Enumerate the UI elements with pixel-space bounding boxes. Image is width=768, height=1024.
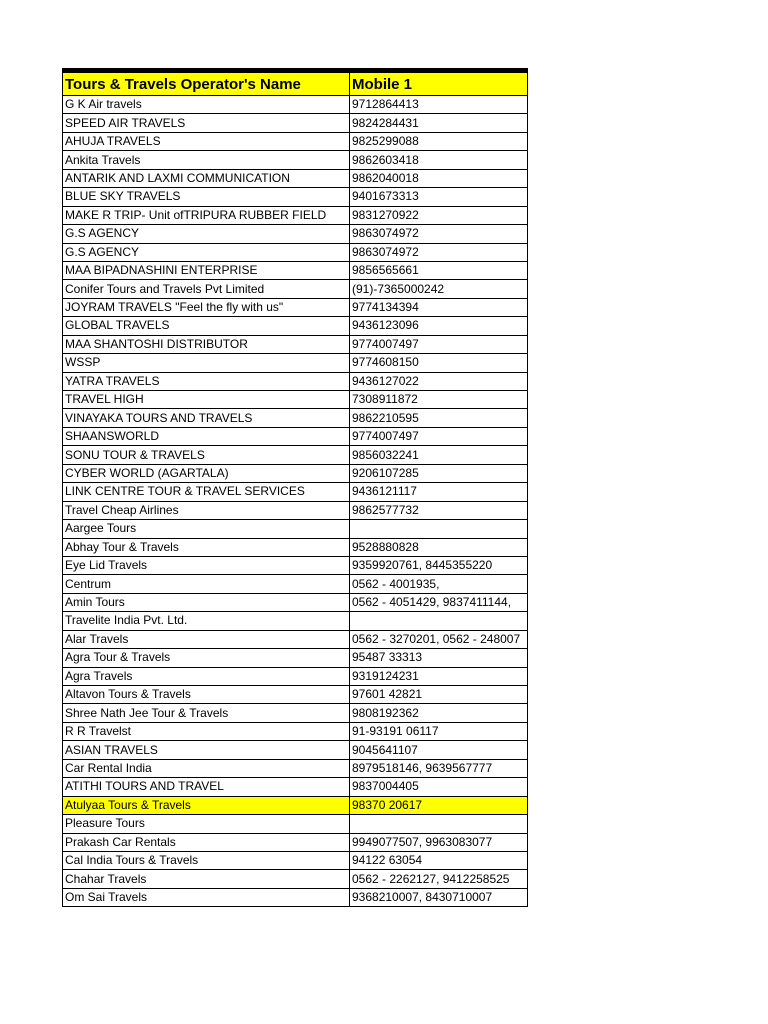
mobile-cell: 9856565661 xyxy=(350,261,528,279)
operator-name-cell: G.S AGENCY xyxy=(63,243,350,261)
operator-name-cell: MAA BIPADNASHINI ENTERPRISE xyxy=(63,261,350,279)
header-mobile: Mobile 1 xyxy=(350,71,528,96)
table-row xyxy=(63,464,528,482)
table-row xyxy=(63,722,528,740)
table-row xyxy=(63,243,528,261)
mobile-cell: 9808192362 xyxy=(350,704,528,722)
table-row xyxy=(63,888,528,906)
mobile-cell: 9825299088 xyxy=(350,132,528,150)
operator-name-cell: Cal India Tours & Travels xyxy=(63,851,350,869)
operator-name-cell: TRAVEL HIGH xyxy=(63,391,350,409)
table-body xyxy=(63,96,528,907)
operator-name-cell: Altavon Tours & Travels xyxy=(63,686,350,704)
table-row xyxy=(63,796,528,814)
operator-name-cell: R R Travelst xyxy=(63,722,350,740)
table-row xyxy=(63,354,528,372)
mobile-cell: 9862577732 xyxy=(350,501,528,519)
table-row xyxy=(63,151,528,169)
table-row xyxy=(63,372,528,390)
operator-name-cell: LINK CENTRE TOUR & TRAVEL SERVICES xyxy=(63,483,350,501)
operator-name-cell: YATRA TRAVELS xyxy=(63,372,350,390)
table-row xyxy=(63,778,528,796)
table-row xyxy=(63,538,528,556)
operator-name-cell: Agra Tour & Travels xyxy=(63,649,350,667)
table-row xyxy=(63,851,528,869)
mobile-cell: 9319124231 xyxy=(350,667,528,685)
table-row xyxy=(63,114,528,132)
operator-name-cell: VINAYAKA TOURS AND TRAVELS xyxy=(63,409,350,427)
operator-name-cell: CYBER WORLD (AGARTALA) xyxy=(63,464,350,482)
table-row xyxy=(63,556,528,574)
mobile-cell xyxy=(350,612,528,630)
mobile-cell: 7308911872 xyxy=(350,391,528,409)
operator-name-cell: Chahar Travels xyxy=(63,870,350,888)
mobile-cell: 9436121117 xyxy=(350,483,528,501)
mobile-cell: 9712864413 xyxy=(350,96,528,114)
mobile-cell: 8979518146, 9639567777 xyxy=(350,759,528,777)
mobile-cell: 95487 33313 xyxy=(350,649,528,667)
mobile-cell: 0562 - 4001935, xyxy=(350,575,528,593)
mobile-cell: 9824284431 xyxy=(350,114,528,132)
table-row xyxy=(63,206,528,224)
mobile-cell: 94122 63054 xyxy=(350,851,528,869)
mobile-cell: 97601 42821 xyxy=(350,686,528,704)
table-row xyxy=(63,409,528,427)
mobile-cell: 9862040018 xyxy=(350,169,528,187)
operator-name-cell: Travel Cheap Airlines xyxy=(63,501,350,519)
table-row xyxy=(63,833,528,851)
mobile-cell: 9837004405 xyxy=(350,778,528,796)
mobile-cell: 9774134394 xyxy=(350,298,528,316)
mobile-cell: 0562 - 3270201, 0562 - 248007 xyxy=(350,630,528,648)
operator-name-cell: G.S AGENCY xyxy=(63,225,350,243)
operator-name-cell: Agra Travels xyxy=(63,667,350,685)
table-row xyxy=(63,280,528,298)
mobile-cell xyxy=(350,520,528,538)
table-header xyxy=(63,71,528,96)
operator-name-cell: SHAANSWORLD xyxy=(63,427,350,445)
mobile-cell: 9401673313 xyxy=(350,188,528,206)
mobile-cell: (91)-7365000242 xyxy=(350,280,528,298)
mobile-cell xyxy=(350,815,528,833)
table-row xyxy=(63,759,528,777)
table-row xyxy=(63,225,528,243)
operator-name-cell: SONU TOUR & TRAVELS xyxy=(63,446,350,464)
table-row xyxy=(63,188,528,206)
operator-name-cell: MAA SHANTOSHI DISTRIBUTOR xyxy=(63,335,350,353)
mobile-cell: 9856032241 xyxy=(350,446,528,464)
mobile-cell: 0562 - 2262127, 9412258525 xyxy=(350,870,528,888)
operator-name-cell: ASIAN TRAVELS xyxy=(63,741,350,759)
table-row xyxy=(63,686,528,704)
mobile-cell: 9359920761, 8445355220 xyxy=(350,556,528,574)
mobile-cell: 9862210595 xyxy=(350,409,528,427)
operator-name-cell: Atulyaa Tours & Travels xyxy=(63,796,350,814)
table-row xyxy=(63,667,528,685)
operator-name-cell: Abhay Tour & Travels xyxy=(63,538,350,556)
mobile-cell: 9368210007, 8430710007 xyxy=(350,888,528,906)
table-row xyxy=(63,261,528,279)
mobile-cell: 9863074972 xyxy=(350,225,528,243)
table-row xyxy=(63,427,528,445)
operator-name-cell: GLOBAL TRAVELS xyxy=(63,317,350,335)
operators-table xyxy=(62,68,528,907)
table-row xyxy=(63,649,528,667)
mobile-cell: 9774608150 xyxy=(350,354,528,372)
operator-name-cell: Centrum xyxy=(63,575,350,593)
table-row xyxy=(63,630,528,648)
table-row xyxy=(63,96,528,114)
table-row xyxy=(63,483,528,501)
table-row xyxy=(63,298,528,316)
table-row xyxy=(63,870,528,888)
table-row xyxy=(63,704,528,722)
operator-name-cell: AHUJA TRAVELS xyxy=(63,132,350,150)
table-row xyxy=(63,612,528,630)
table-row xyxy=(63,132,528,150)
operator-name-cell: Pleasure Tours xyxy=(63,815,350,833)
header-operator-name: Tours & Travels Operator's Name xyxy=(63,71,350,96)
operator-name-cell: ATITHI TOURS AND TRAVEL xyxy=(63,778,350,796)
mobile-cell: 0562 - 4051429, 9837411144, xyxy=(350,593,528,611)
operator-name-cell: G K Air travels xyxy=(63,96,350,114)
mobile-cell: 91-93191 06117 xyxy=(350,722,528,740)
operator-name-cell: ANTARIK AND LAXMI COMMUNICATION xyxy=(63,169,350,187)
mobile-cell: 9528880828 xyxy=(350,538,528,556)
operator-name-cell: WSSP xyxy=(63,354,350,372)
mobile-cell: 98370 20617 xyxy=(350,796,528,814)
operator-name-cell: Aargee Tours xyxy=(63,520,350,538)
table-row xyxy=(63,317,528,335)
operator-name-cell: Ankita Travels xyxy=(63,151,350,169)
mobile-cell: 9949077507, 9963083077 xyxy=(350,833,528,851)
table-row xyxy=(63,575,528,593)
mobile-cell: 9045641107 xyxy=(350,741,528,759)
header-row xyxy=(63,71,528,96)
operator-name-cell: MAKE R TRIP- Unit ofTRIPURA RUBBER FIELD xyxy=(63,206,350,224)
mobile-cell: 9206107285 xyxy=(350,464,528,482)
mobile-cell: 9863074972 xyxy=(350,243,528,261)
mobile-cell: 9831270922 xyxy=(350,206,528,224)
table-row xyxy=(63,741,528,759)
table-row xyxy=(63,593,528,611)
operator-name-cell: Alar Travels xyxy=(63,630,350,648)
operator-name-cell: Amin Tours xyxy=(63,593,350,611)
mobile-cell: 9774007497 xyxy=(350,427,528,445)
table-row xyxy=(63,815,528,833)
table-row xyxy=(63,391,528,409)
operator-name-cell: Om Sai Travels xyxy=(63,888,350,906)
operator-name-cell: SPEED AIR TRAVELS xyxy=(63,114,350,132)
operator-name-cell: Travelite India Pvt. Ltd. xyxy=(63,612,350,630)
operator-name-cell: Shree Nath Jee Tour & Travels xyxy=(63,704,350,722)
table-row xyxy=(63,520,528,538)
operator-name-cell: Conifer Tours and Travels Pvt Limited xyxy=(63,280,350,298)
operator-name-cell: BLUE SKY TRAVELS xyxy=(63,188,350,206)
table-row xyxy=(63,169,528,187)
table-row xyxy=(63,446,528,464)
operator-name-cell: Prakash Car Rentals xyxy=(63,833,350,851)
mobile-cell: 9862603418 xyxy=(350,151,528,169)
operator-name-cell: Car Rental India xyxy=(63,759,350,777)
mobile-cell: 9436123096 xyxy=(350,317,528,335)
operator-name-cell: Eye Lid Travels xyxy=(63,556,350,574)
operator-name-cell: JOYRAM TRAVELS "Feel the fly with us" xyxy=(63,298,350,316)
table-row xyxy=(63,501,528,519)
mobile-cell: 9774007497 xyxy=(350,335,528,353)
table-row xyxy=(63,335,528,353)
mobile-cell: 9436127022 xyxy=(350,372,528,390)
